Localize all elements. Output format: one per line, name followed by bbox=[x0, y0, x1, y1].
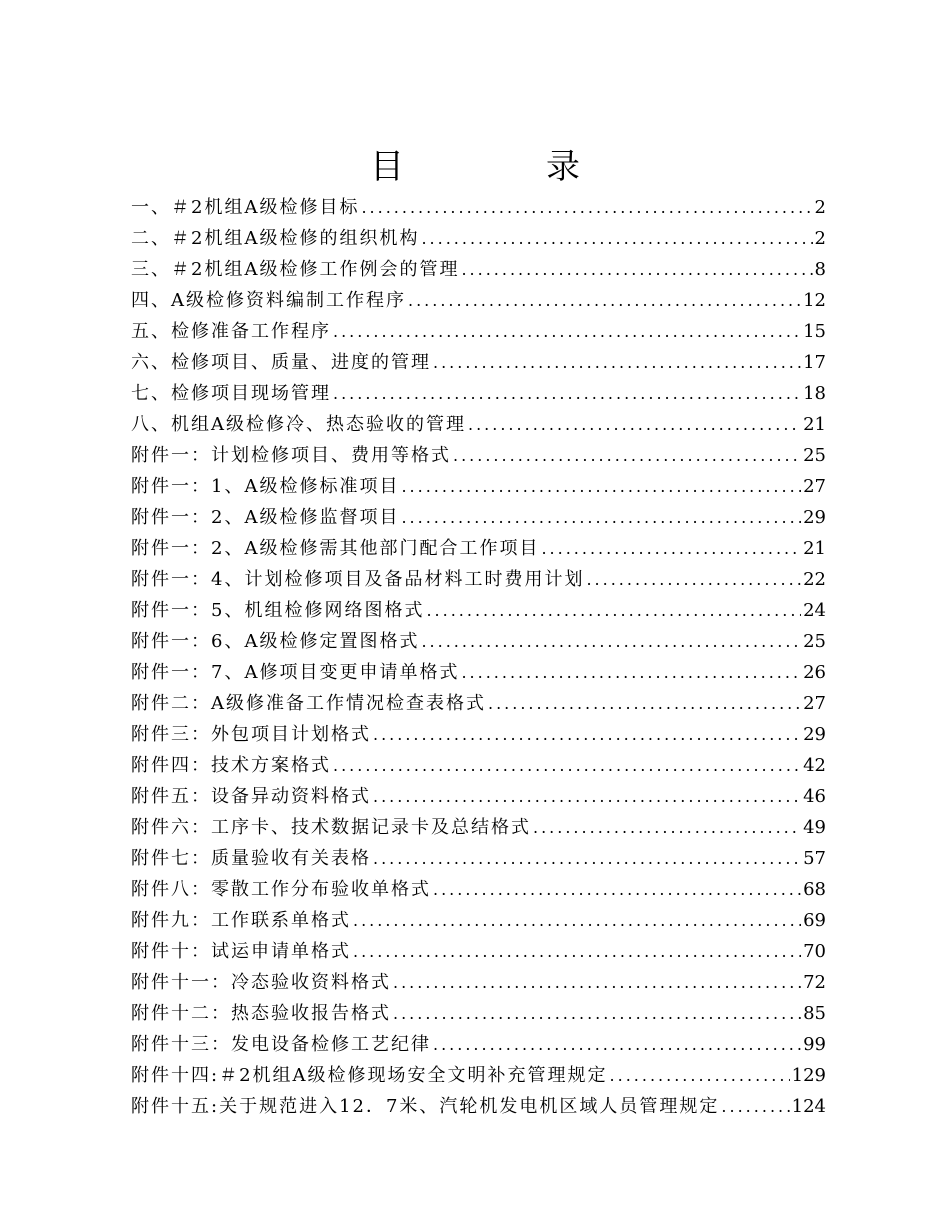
toc-dot-leader bbox=[353, 905, 801, 936]
toc-entry-label: 附件十三：发电设备检修工艺纪律 bbox=[131, 1034, 431, 1055]
toc-entry bbox=[131, 1091, 826, 1122]
toc-dot-leader bbox=[421, 223, 812, 254]
toc-dot-leader bbox=[373, 843, 801, 874]
toc-entry-page-number: 27 bbox=[803, 476, 826, 497]
toc-entry bbox=[131, 223, 826, 254]
toc-dot-leader bbox=[433, 874, 801, 905]
toc-dot-leader bbox=[361, 192, 812, 223]
toc-entry-page-number: 46 bbox=[803, 786, 826, 807]
toc-entry-page-number: 22 bbox=[803, 569, 826, 590]
toc-entry-label: 二、＃2机组A级检修的组织机构 bbox=[131, 228, 420, 249]
toc-entry-label: 附件三：外包项目计划格式 bbox=[131, 724, 371, 745]
toc-entry-page-number: 2 bbox=[814, 197, 826, 218]
toc-entry-label: 附件一：4、计划检修项目及备品材料工时费用计划 bbox=[131, 569, 585, 590]
toc-entry-label: 附件六：工序卡、技术数据记录卡及总结格式 bbox=[131, 817, 531, 838]
toc-dot-leader bbox=[453, 440, 801, 471]
toc-entry-label: 附件十：试运申请单格式 bbox=[131, 941, 351, 962]
toc-dot-leader bbox=[468, 409, 801, 440]
toc-entry bbox=[131, 316, 826, 347]
toc-entry-page-number: 25 bbox=[803, 631, 826, 652]
toc-entry-page-number: 17 bbox=[803, 352, 826, 373]
toc-entry bbox=[131, 254, 826, 285]
toc-entry-page-number: 85 bbox=[803, 1003, 826, 1024]
toc-entry-label: 附件十二：热态验收报告格式 bbox=[131, 1003, 391, 1024]
toc-entry-label: 附件一：1、A级检修标准项目 bbox=[131, 476, 400, 497]
toc-entry-label: 附件二：A级修准备工作情况检查表格式 bbox=[131, 693, 486, 714]
toc-entry bbox=[131, 471, 826, 502]
toc-dot-leader bbox=[461, 254, 812, 285]
toc-entry-label: 三、＃2机组A级检修工作例会的管理 bbox=[131, 259, 460, 280]
toc-entry-label: 五、检修准备工作程序 bbox=[131, 321, 331, 342]
toc-entry-page-number: 8 bbox=[814, 259, 826, 280]
toc-entry-label: 附件五：设备异动资料格式 bbox=[131, 786, 371, 807]
toc-entry-label: 附件十四:＃2机组A级检修现场安全文明补充管理规定 bbox=[131, 1065, 608, 1086]
toc-dot-leader bbox=[373, 781, 801, 812]
toc-dot-leader bbox=[353, 936, 801, 967]
toc-dot-leader bbox=[401, 502, 801, 533]
toc-entry bbox=[131, 1060, 826, 1091]
toc-entry bbox=[131, 843, 826, 874]
toc-dot-leader bbox=[333, 316, 801, 347]
page-title: 目 录 bbox=[370, 147, 634, 187]
toc-dot-leader bbox=[586, 564, 801, 595]
toc-entry-page-number: 57 bbox=[803, 848, 826, 869]
toc-entry-page-number: 124 bbox=[791, 1096, 826, 1117]
toc-entry-page-number: 2 bbox=[814, 228, 826, 249]
toc-entry-page-number: 15 bbox=[803, 321, 826, 342]
toc-dot-leader bbox=[408, 285, 801, 316]
toc-dot-leader bbox=[401, 471, 801, 502]
toc-entry-label: 一、＃2机组A级检修目标 bbox=[131, 197, 360, 218]
toc-entry-label: 六、检修项目、质量、进度的管理 bbox=[131, 352, 431, 373]
toc-dot-leader bbox=[333, 750, 801, 781]
toc-dot-leader bbox=[433, 347, 801, 378]
toc-entry-label: 附件一：2、A级检修监督项目 bbox=[131, 507, 400, 528]
toc-entry-label: 附件九：工作联系单格式 bbox=[131, 910, 351, 931]
toc-entry-page-number: 18 bbox=[803, 383, 826, 404]
toc-entry-label: 八、机组A级检修冷、热态验收的管理 bbox=[131, 414, 466, 435]
toc-list bbox=[131, 192, 826, 1122]
toc-dot-leader bbox=[488, 688, 801, 719]
toc-entry bbox=[131, 874, 826, 905]
toc-entry bbox=[131, 998, 826, 1029]
toc-entry-label: 附件一：5、机组检修网络图格式 bbox=[131, 600, 425, 621]
toc-entry-page-number: 26 bbox=[803, 662, 826, 683]
toc-entry-page-number: 49 bbox=[803, 817, 826, 838]
toc-entry bbox=[131, 936, 826, 967]
toc-entry bbox=[131, 595, 826, 626]
toc-dot-leader bbox=[533, 812, 801, 843]
toc-entry-page-number: 27 bbox=[803, 693, 826, 714]
toc-entry bbox=[131, 967, 826, 998]
toc-entry-label: 附件八：零散工作分布验收单格式 bbox=[131, 879, 431, 900]
toc-dot-leader bbox=[393, 967, 801, 998]
toc-entry bbox=[131, 378, 826, 409]
toc-entry-page-number: 24 bbox=[803, 600, 826, 621]
toc-entry-label: 附件一：7、A修项目变更申请单格式 bbox=[131, 662, 460, 683]
toc-entry-page-number: 12 bbox=[803, 290, 826, 311]
toc-entry bbox=[131, 905, 826, 936]
toc-dot-leader bbox=[373, 719, 801, 750]
toc-entry-page-number: 129 bbox=[791, 1065, 826, 1086]
toc-entry bbox=[131, 409, 826, 440]
toc-entry-label: 附件一：2、A级检修需其他部门配合工作项目 bbox=[131, 538, 540, 559]
toc-entry-page-number: 99 bbox=[803, 1034, 826, 1055]
toc-entry-label: 附件四：技术方案格式 bbox=[131, 755, 331, 776]
toc-entry-label: 附件十一：冷态验收资料格式 bbox=[131, 972, 391, 993]
toc-entry bbox=[131, 564, 826, 595]
toc-entry bbox=[131, 347, 826, 378]
toc-entry-page-number: 21 bbox=[803, 414, 826, 435]
toc-entry bbox=[131, 719, 826, 750]
toc-entry bbox=[131, 781, 826, 812]
toc-dot-leader bbox=[461, 657, 801, 688]
toc-entry bbox=[131, 626, 826, 657]
toc-dot-leader bbox=[393, 998, 801, 1029]
toc-entry bbox=[131, 533, 826, 564]
toc-entry-page-number: 29 bbox=[803, 507, 826, 528]
toc-entry bbox=[131, 812, 826, 843]
toc-dot-leader bbox=[426, 595, 801, 626]
toc-entry-label: 四、A级检修资料编制工作程序 bbox=[131, 290, 406, 311]
toc-entry-page-number: 42 bbox=[803, 755, 826, 776]
toc-entry bbox=[131, 440, 826, 471]
toc-entry bbox=[131, 192, 826, 223]
toc-entry-page-number: 21 bbox=[803, 538, 826, 559]
toc-dot-leader bbox=[433, 1029, 801, 1060]
toc-entry-page-number: 72 bbox=[803, 972, 826, 993]
toc-entry bbox=[131, 750, 826, 781]
toc-entry bbox=[131, 502, 826, 533]
toc-entry-label: 附件一：计划检修项目、费用等格式 bbox=[131, 445, 451, 466]
toc-entry-page-number: 25 bbox=[803, 445, 826, 466]
toc-entry-label: 附件七：质量验收有关表格 bbox=[131, 848, 371, 869]
toc-entry-label: 附件十五:关于规范进入12．7米、汽轮机发电机区域人员管理规定 bbox=[131, 1096, 720, 1117]
toc-entry-page-number: 68 bbox=[803, 879, 826, 900]
toc-dot-leader bbox=[721, 1091, 789, 1122]
toc-dot-leader bbox=[541, 533, 801, 564]
toc-entry bbox=[131, 285, 826, 316]
toc-entry-label: 附件一：6、A级检修定置图格式 bbox=[131, 631, 420, 652]
toc-entry-page-number: 69 bbox=[803, 910, 826, 931]
toc-entry bbox=[131, 688, 826, 719]
toc-entry bbox=[131, 657, 826, 688]
toc-entry bbox=[131, 1029, 826, 1060]
toc-entry-label: 七、检修项目现场管理 bbox=[131, 383, 331, 404]
toc-dot-leader bbox=[610, 1060, 790, 1091]
toc-dot-leader bbox=[421, 626, 801, 657]
toc-entry-page-number: 29 bbox=[803, 724, 826, 745]
toc-dot-leader bbox=[333, 378, 801, 409]
toc-entry-page-number: 70 bbox=[803, 941, 826, 962]
